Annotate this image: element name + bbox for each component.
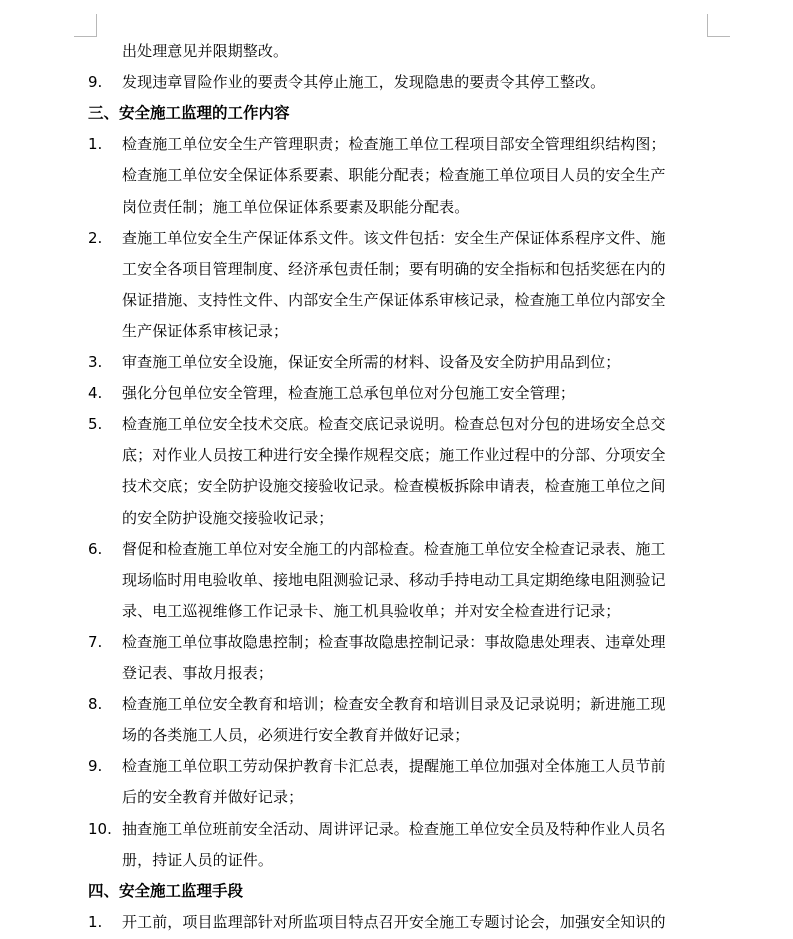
list-item-text: 生产保证体系审核记录； [122,321,289,340]
list-item-text: 审查施工单位安全设施，保证安全所需的材料、设备及安全防护用品到位； [122,353,621,371]
list-item-text: 开工前，项目监理部针对所监项目特点召开安全施工专题讨论会，加强安全知识的 [122,912,666,931]
list-item-text: 录、电工巡视维修工作记录卡、施工机具验收单；并对安全检查进行记录； [122,601,621,620]
list-item-text: 强化分包单位安全管理，检查施工总承包单位对分包施工安全管理； [122,384,576,403]
list-item-number: 5. [88,415,103,434]
list-item-text: 检查施工单位安全保证体系要素、职能分配表；检查施工单位项目人员的安全生产 [122,166,666,185]
list-item-number: 1. [88,135,103,154]
list-item-number: 8. [88,695,103,714]
list-item-text: 技术交底；安全防护设施交接验收记录。检查模板拆除申请表，检查施工单位之间 [122,477,666,496]
list-item-text: 检查施工单位安全技术交底。检查交底记录说明。检查总包对分包的进场安全总交 [122,415,666,434]
list-item-number: 1. [88,912,103,931]
list-item-text: 岗位责任制；施工单位保证体系要素及职能分配表。 [122,197,470,216]
list-item-number: 9. [88,73,103,92]
list-item-text: 底；对作业人员按工种进行安全操作规程交底；施工作业过程中的分部、分项安全 [122,446,666,465]
section-heading [88,98,290,129]
list-item-text: 登记表、事故月报表； [122,664,274,682]
list-item-number: 10. [88,819,112,838]
list-item-text: 现场临时用电验收单、接地电阻测验记录、移动手持电动工具定期绝缘电阻测验记 [122,570,666,589]
list-item-text: 场的各类施工人员，必须进行安全教育并做好记录； [122,726,470,745]
page-corner-mark-right [707,14,730,37]
list-item-number: 9. [88,757,103,776]
page-corner-mark-left [74,14,97,37]
list-item-text: 出处理意见并限期整改。 [122,42,289,60]
list-item-text: 检查施工单位职工劳动保护教育卡汇总表，提醒施工单位加强对全体施工人员节前 [122,757,666,776]
list-item-text: 抽查施工单位班前安全活动、周讲评记录。检查施工单位安全员及特种作业人员名 [122,819,666,838]
section-heading [88,876,243,907]
list-item-number: 6. [88,539,103,558]
list-item-number: 2. [88,228,103,247]
section-heading-text: 三、安全施工监理的工作内容 [88,104,290,123]
list-item-text: 发现违章冒险作业的要责令其停止施工，发现隐患的要责令其停工整改。 [122,73,606,92]
list-item-text: 查施工单位安全生产保证体系文件。该文件包括：安全生产保证体系程序文件、施 [122,228,666,247]
list-item-text: 检查施工单位安全生产管理职责；检查施工单位工程项目部安全管理组织结构图； [122,135,666,154]
section-heading-text: 四、安全施工监理手段 [88,881,244,900]
list-item-number: 3. [88,353,103,371]
list-item-text: 后的安全教育并做好记录； [122,788,304,807]
list-item-text: 保证措施、支持性文件、内部安全生产保证体系审核记录，检查施工单位内部安全 [122,290,666,309]
list-item-text: 检查施工单位事故隐患控制；检查事故隐患控制记录：事故隐患处理表、违章处理 [122,632,666,651]
list-item-text: 检查施工单位安全教育和培训；检查安全教育和培训目录及记录说明；新进施工现 [122,695,666,714]
list-item-number: 4. [88,384,103,403]
list-item-text: 工安全各项目管理制度、经济承包责任制；要有明确的安全指标和包括奖惩在内的 [122,259,666,278]
list-item-text: 的安全防护设施交接验收记录； [122,508,334,527]
list-item-text: 督促和检查施工单位对安全施工的内部检查。检查施工单位安全检查记录表、施工 [122,539,666,558]
list-item-text: 册，持证人员的证件。 [122,850,274,869]
list-item-number: 7. [88,632,103,651]
